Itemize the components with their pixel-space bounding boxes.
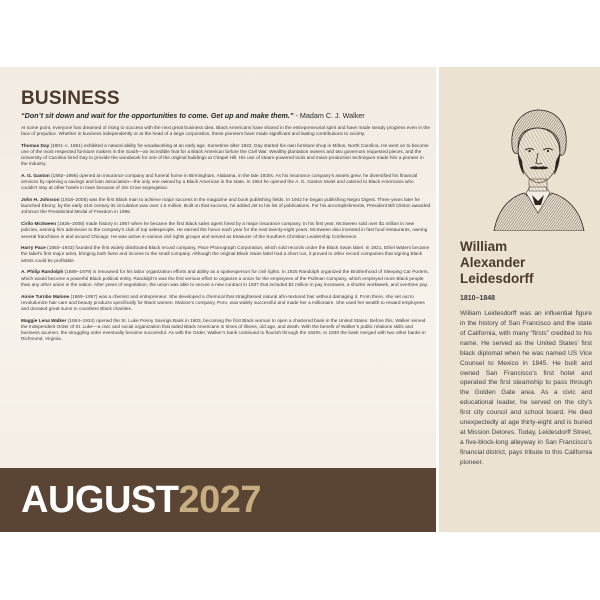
entry-text: (1918–2005) was the first Black man to achieve major success in the magazine and book publishing fields. In 1942 he began publishing Negro Digest. Three years later he launched Ebony; by the early 21st century its circulation was over 1.5 million. Built on that success, he added Jet to his list of publications. For his accomplishments, President Bill Clinton awarded Johnson the Presidential Medal of Freedom in 1996. <box>21 198 431 216</box>
entry-paragraph <box>21 174 431 192</box>
entry-text: (1801–c. 1861) exhibited a natural ability for woodworking at an early age. Sometime after 1822, Day started his own furniture shop in Milton, North Carolina. He went on to become one of the most respected furniture makers in the South—an incredible feat for a Black American before the Civil War. Wealthy plantation owners and two governors requested pieces, and the University of Carolina hired Day to provide the woodwork for one of the original buildings at Chapel Hill. His use of steam-powered tools and mass-production techniques made him a pioneer in the industry. <box>21 143 429 168</box>
profile-biography: William Leidesdorff was an influential figure in the history of San Francisco and the state of California, with many “firsts” credited to his name. He served as the United States’ first black diplomat when he was named US Vice Counsel to Mexico in 1845. He built and owned San Francisco’s first hotel and operated the first steamship to pass through the Golden Gate area. As a civic and educational leader, he served on the city’s first city council and school board. He died unexpectedly at age thirty-eight and is buried at Mission Delores. Today, Leidesdorff Street, a five-block-long alleyway in San Francisco’s financial district, pays tribute to this California pioneer. <box>460 310 592 466</box>
entry-text: (1864–1934) opened the St. Luke Penny Savings Bank in 1903, becoming the first Black woman to open a chartered bank in the United States. Before this, Walker served the Independent Order of St. Luke—a civic and social organization that aided Black Americans in times of illness, old age, and death. With the benefit of Walker’s public relations skills and business acumen, the struggling order eventually became successful. As with the Order, Walker’s bank continued to flourish through the 1920s. In 1930 the bank merged with two other banks in Richmond, Virginia. <box>21 318 426 342</box>
intro-paragraph: At some point, everyone has dreamed of rising to success with the next great business idea. Black Americans have shared in the entrepreneurial spirit and have made steady progress even in the face of prejudice. Whether in business independently or at the head of a large corporation, these pioneers have made significant and lasting contributions to society. <box>21 126 430 138</box>
month-name: AUGUST <box>21 479 179 521</box>
profile-years: 1810–1848 <box>460 295 496 302</box>
month-year-label <box>21 479 261 521</box>
profile-middle-name: Alexander <box>460 255 526 270</box>
section-title: BUSINESS <box>21 88 120 109</box>
article-body <box>21 126 431 349</box>
profile-last-name: Leidesdorff <box>460 271 534 286</box>
entry-paragraph <box>21 319 431 343</box>
entry-text: (1892–1996) opened an insurance company and funeral home in Birmingham, Alabama, in the late 1930s. As his insurance company’s assets grew, he diversified his financial services by opening a savings and loan association—the only one owned by a Black American in the state. In 1954 he opened the A. G. Gaston Motel and catered to Black Americans who couldn’t stay at other hotels in town because of Jim Crow segregation. <box>21 174 418 192</box>
entry-name: A. G. Gaston <box>21 174 50 180</box>
entry-text: (1884–1943) founded the first widely distributed Black record company, Pace Phonograph Corporation, which sold records under the Black Swan label. In 1921, Ethel Waters became the label’s first major artist, bringing both fame and income to the small company. Although the original Black Swan label had a short run, it proved to other record companies that signing Black artists could be profitable. <box>21 246 430 264</box>
entry-name: Thomas Day <box>21 143 50 149</box>
quote-attribution: - Madam C. J. Walker <box>293 111 365 120</box>
entry-paragraph <box>21 295 431 313</box>
entry-paragraph <box>21 222 431 240</box>
entry-text: (1889–1979) is renowned for his labor organization efforts and ability as a spokesperson for civil rights. In 1925 Randolph organized the Brotherhood of Sleeping Car Porters, which would become a powerful Black political entity. Randolph’s was the first serious effort to organize a union for the employees of the Pullman Company, which employed more Black people than any other union in the nation. After years of negotiation, the union was able to secure a new contract in 1937 that included $2 million in pay increases, a shorter workweek, and overtime pay. <box>21 270 429 288</box>
entry-name: Annie Turnbo Malone <box>21 294 70 300</box>
entry-paragraph <box>21 270 431 288</box>
entry-paragraph <box>21 246 431 264</box>
entry-name: Harry Pace <box>21 246 46 252</box>
entry-paragraph <box>21 198 431 216</box>
entry-name: Cirilo McSween <box>21 222 57 228</box>
featured-quote <box>21 111 431 120</box>
entry-text: (1869–1957) was a chemist and entrepreneur. She developed a chemical that straightened natural afro-textured hair without damaging it. From there, she set out to revolutionize hair care and beauty products specifically for Black women. Malone’s company, Poro, was widely successful and made her a millionaire. She used her wealth to reward employees and donated great sums to countless Black charities. <box>21 294 425 312</box>
month-banner <box>0 468 436 532</box>
entry-name: John H. Johnson <box>21 198 60 204</box>
entry-paragraph <box>21 144 431 168</box>
portrait-engraving-icon <box>488 101 588 231</box>
profile-first-name: William <box>460 239 508 254</box>
entry-text: (1926–2008) made history in 1957 when he became the first Black sales agent hired by a major insurance company. In his first year, McSween sold over $1 million in new policies, earning him admission to the company’s club of top salespeople. He earned the honor each year for the next twenty-eight years. McSween also invested in fast food restaurants, owning several franchises in and around Chicago. He was active in various civil rights groups and served as treasurer of the Southern Christian Leadership Conference. <box>21 222 428 240</box>
calendar-page <box>0 67 600 532</box>
quote-text: “Don’t sit down and wait for the opportunities to come. Get up and make them.” <box>21 111 294 120</box>
profile-sidebar <box>439 67 600 532</box>
entry-name: A. Philip Randolph <box>21 270 64 276</box>
business-article <box>0 67 436 468</box>
entry-name: Maggie Lena Walker <box>21 318 67 324</box>
year-number: 2027 <box>178 479 261 521</box>
profile-name <box>460 239 598 287</box>
